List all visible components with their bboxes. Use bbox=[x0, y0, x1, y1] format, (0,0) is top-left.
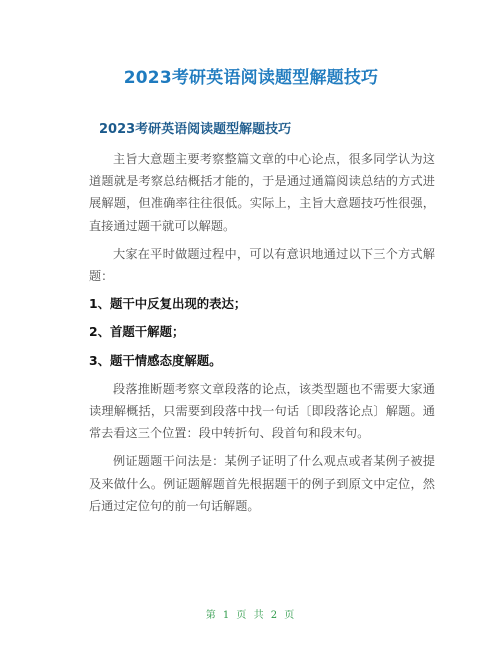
document-title: 2023考研英语阅读题型解题技巧 bbox=[123, 68, 379, 88]
paragraph-example-questions: 例证题题干问法是：某例子证明了什么观点或者某例子被提及来做什么。例证题解题首先根据题干的例子到原文中定位，然后通过定位句的前一句话解题。 bbox=[89, 454, 435, 513]
method-item-3: 3、题干情感态度解题。 bbox=[89, 352, 222, 368]
paragraph-main-idea: 主旨大意题主要考察整篇文章的中心论点，很多同学认为这道题就是考察总结概括才能的，于是通过通篇阅读总结的方式进展解题，但准确率往往很低。实际上，主旨大意题技巧性很强，直接通过题干就可以解题。 bbox=[89, 152, 435, 233]
method-item-2: 2、首题干解题； bbox=[89, 324, 185, 340]
section-heading: 2023考研英语阅读题型解题技巧 bbox=[99, 122, 292, 137]
paragraph-paragraph-inference: 段落推断题考察文章段落的论点，该类型题也不需要大家通读理解概括，只需要到段落中找一句话〔即段落论点〕解题。通常去看这三个位置：段中转折句、段首句和段末句。 bbox=[89, 381, 435, 441]
paragraph-methods-intro: 大家在平时做题过程中，可以有意识地通过以下三个方式解题： bbox=[89, 246, 435, 284]
method-item-1: 1、题干中反复出现的表达； bbox=[89, 296, 247, 312]
document-body bbox=[89, 119, 435, 517]
page-number-footer: 第 1 页 共 2 页 bbox=[205, 610, 297, 621]
